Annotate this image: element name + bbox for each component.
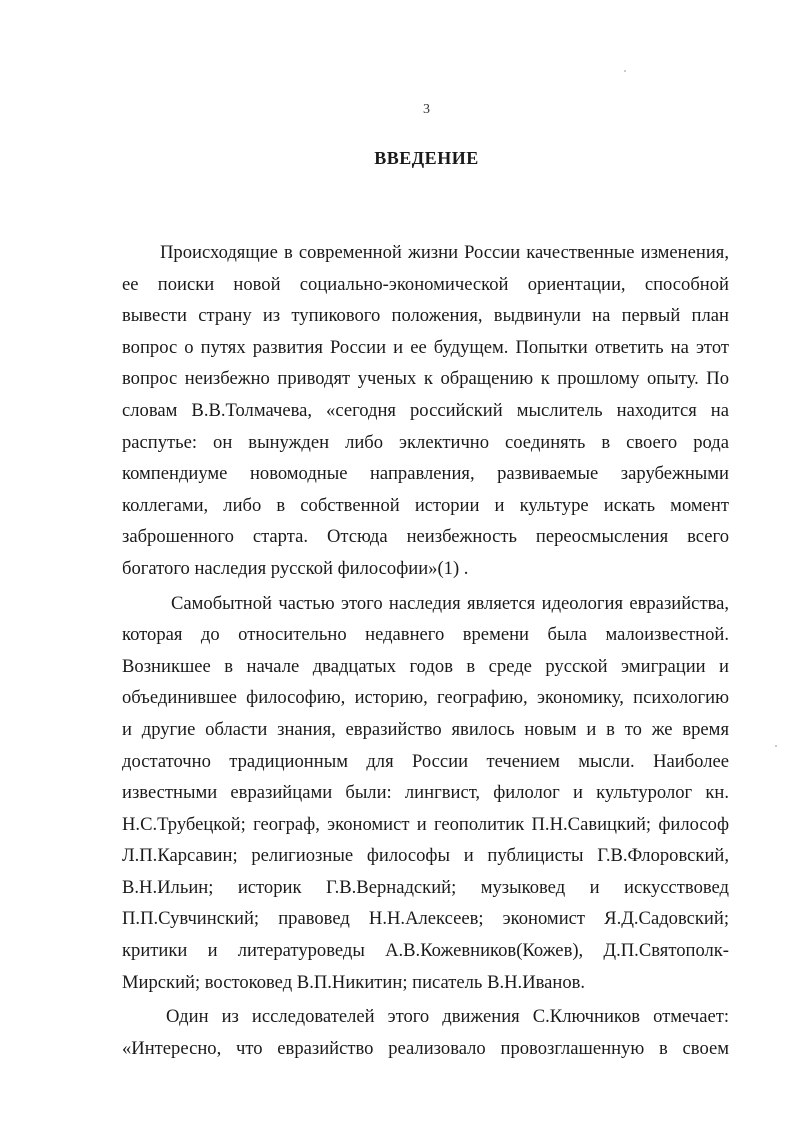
text-line: П.П.Сувчинский; правовед Н.Н.Алексеев; экономист Я.Д.Садовский; (122, 908, 729, 930)
text-line: Возникшее в начале двадцатых годов в среде русской эмиграции и (122, 655, 729, 677)
text-line: словам В.В.Толмачева, «сегодня российский мыслитель находится на (122, 399, 729, 421)
scan-speck (624, 70, 626, 72)
text-line: коллегами, либо в собственной истории и культуре искать момент (122, 494, 729, 516)
text-line: компендиуме новомодные направления, развиваемые зарубежными (122, 463, 729, 485)
scan-speck (775, 745, 777, 747)
text-line: вопрос неизбежно приводят ученых к обращению к прошлому опыту. По (122, 368, 729, 390)
paragraph-1 (122, 237, 729, 585)
text-line: Мирский; востоковед В.П.Никитин; писатель В.Н.Иванов. (122, 971, 586, 993)
text-line: Происходящие в современной жизни России качественные изменения, (160, 242, 729, 263)
text-line: объединившее философию, историю, географию, экономику, психологию (122, 687, 729, 709)
paragraph-2 (122, 588, 729, 999)
text-line: критики и литературоведы А.В.Кожевников(Кожев), Д.П.Святополк- (122, 940, 729, 962)
text-line: Н.С.Трубецкой; географ, экономист и геополитик П.Н.Савицкий; философ (122, 813, 729, 835)
text-line: Л.П.Карсавин; религиозные философы и публицисты Г.В.Флоровский, (122, 845, 729, 867)
text-line: Один из исследователей этого движения С.Ключников отмечает: (166, 1006, 729, 1028)
text-line: заброшенного старта. Отсюда неизбежность переосмысления всего (122, 526, 729, 548)
text-line: вопрос о путях развития России и ее будущем. Попытки ответить на этот (122, 336, 729, 358)
text-line: известными евразийцами были: лингвист, филолог и культуролог кн. (122, 782, 729, 804)
text-line: «Интересно, что евразийство реализовало провозглашенную в своем (122, 1037, 729, 1059)
text-line: которая до относительно недавнего времени была малоизвестной. (122, 624, 729, 646)
text-line: богатого наследия русской философии»(1) . (122, 557, 469, 579)
text-line: ее поиски новой социально-экономической ориентации, способной (122, 273, 729, 295)
page-title: ВВЕДЕНИЕ (374, 148, 479, 168)
text-line: достаточно традиционным для России течением мысли. Наиболее (122, 750, 729, 772)
text-line: вывести страну из тупикового положения, выдвинули на первый план (122, 305, 729, 327)
text-line: распутье: он вынужден либо эклектично соединять в своего рода (122, 431, 729, 453)
page-number: 3 (423, 102, 430, 117)
text-line: В.Н.Ильин; историк Г.В.Вернадский; музыковед и искусствовед (122, 876, 729, 898)
paragraph-3 (122, 1001, 729, 1064)
text-line: Самобытной частью этого наследия является идеология евразийства, (171, 592, 729, 614)
body-text (122, 237, 729, 1064)
text-line: и другие области знания, евразийство явилось новым и в то же время (122, 718, 729, 740)
